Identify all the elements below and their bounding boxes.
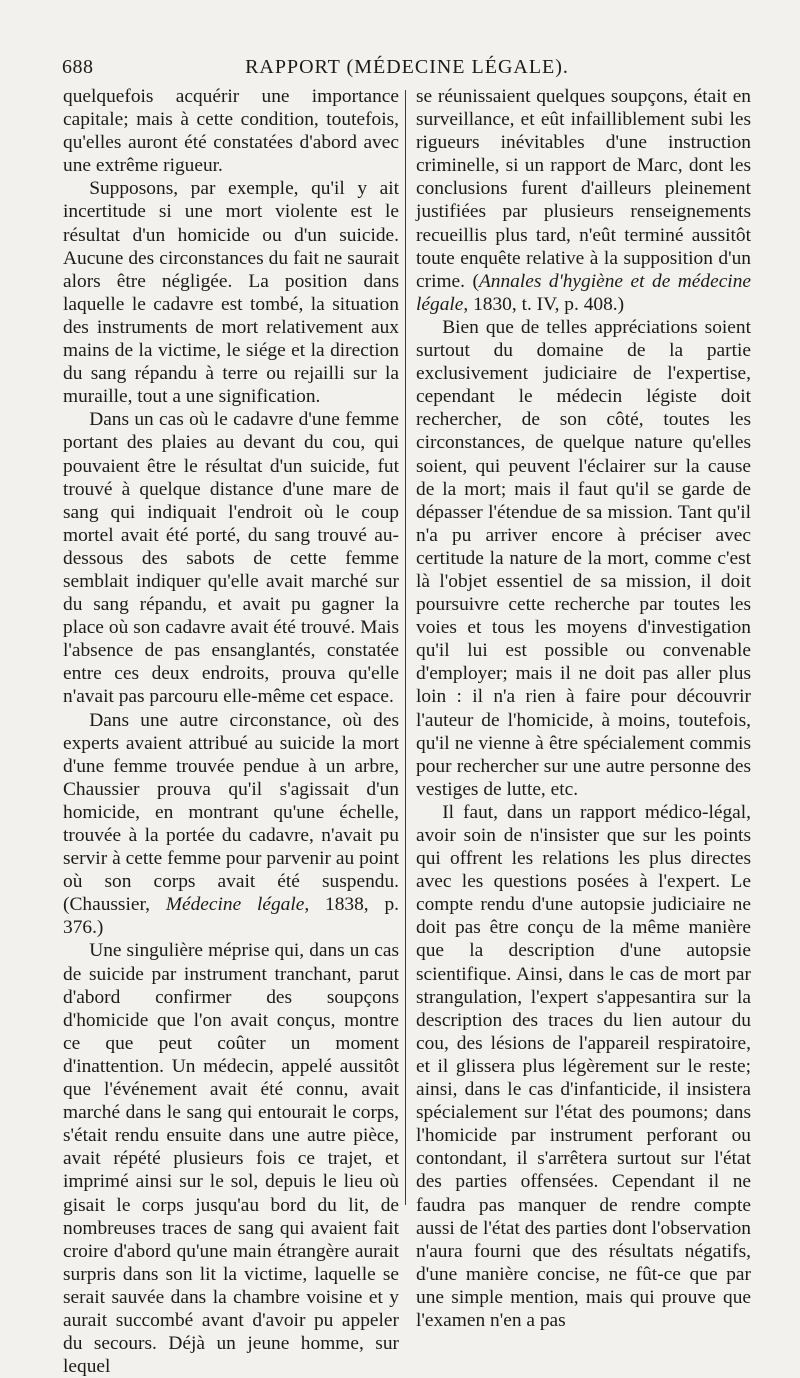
paragraph: quelquefois acquérir une importance capitale; mais à cette condition, toutefois, qu'elles auront été constatées d'abord avec une extrême rigueur.: [63, 86, 399, 177]
paragraph-text: Dans une autre circonstance, où des experts avaient attribué au suicide la mort d'une femme trouvée pendue à un arbre, Chaussier prouva qu'il s'agissait d'un homicide, en montrant qu'une échelle, trouvée à la portée du cadavre, n'avait pu servir à cette femme pour parvenir au point où son corps avait été suspendu. (Chaussier,: [63, 709, 399, 916]
paragraph: Dans un cas où le cadavre d'une femme portant des plaies au devant du cou, qui pouvaient être le résultat d'un suicide, fut trouvé à quelque distance d'une mare de sang qui indiquait l'endroit où le coup mortel avait été porté, du sang trouvé au-dessous des sabots de cette femme semblait indiquer qu'elle avait marché sur du sang répandu, et avait pu gagner la place où son cadavre avait été trouvé. Mais l'absence de pas ensanglantés, constatée entre ces deux endroits, prouva qu'elle n'avait pas parcouru elle-même cet espace.: [63, 409, 399, 708]
paragraph-text: se réunissaient quelques soupçons, était en surveillance, et eût infailliblement subi les rigueurs inévitables d'une instruction criminelle, si un rapport de Marc, dont les conclusions furent d'ailleurs pleinement justifiées par plusieurs renseignements recueillis plus tard, n'eût terminé aussitôt toute enquête relative à la supposition d'un crime. (: [416, 86, 751, 292]
citation-details: , 1830, t. IV, p. 408.): [463, 293, 625, 315]
running-title: RAPPORT (MÉDECINE LÉGALE).: [245, 56, 569, 78]
paragraph: Supposons, par exemple, qu'il y ait incertitude si une mort violente est le résultat d'un homicide ou d'un suicide. Aucune des circonstances du fait ne saurait alors être négligée. La position dans laquelle le cadavre est tombé, la situation des instruments de mort relativement aux mains de la victime, le siége et la direction du sang répandu à terre ou rejailli sur la muraille, tout a une signification.: [63, 178, 399, 408]
left-column: [63, 85, 399, 1378]
page-header: [62, 56, 752, 84]
right-column: [416, 85, 751, 1332]
citation-details: , 1838, p. 376.): [63, 894, 399, 939]
paragraph: [416, 85, 751, 316]
paragraph: Bien que de telles appréciations soient surtout du domaine de la partie exclusivement judiciaire de l'expertise, cependant le médecin légiste doit rechercher, de son côté, toutes les circonstances, de quelque nature qu'elles soient, qui peuvent l'éclairer sur la cause de la mort; mais il faut qu'il se garde de dépasser l'étendue de sa mission. Tant qu'il n'a pu arriver encore à préciser avec certitude la nature de la mort, comme c'est là l'objet essentiel de sa mission, il doit poursuivre cette recherche par toutes les voies et tous les moyens d'investigation qu'il lui est possible ou convenable d'employer; mais il ne doit pas aller plus loin : il n'a rien à faire pour découvrir l'auteur de l'homicide, à moins, toutefois, qu'il ne vienne à être spécialement commis pour rechercher sur une autre personne des vestiges de lutte, etc.: [416, 316, 751, 800]
paragraph: Il faut, dans un rapport médico-légal, avoir soin de n'insister que sur les points qui offrent les relations les plus directes avec les questions posées à l'expert. Le compte rendu d'une autopsie judiciaire ne doit pas être conçu de la même manière que la description d'une autopsie scientifique. Ainsi, dans le cas de mort par strangulation, l'expert s'appesantira sur la description des traces du lien autour du cou, des lésions de l'appareil respiratoire, et il glissera plus légèrement sur le reste; ainsi, dans le cas d'infanticide, il insistera spécialement sur l'état des poumons; dans l'homicide par instrument perforant ou contondant, il s'arrêtera surtout sur l'état des parties offensées. Cependant il ne faudra pas manquer de rendre compte aussi de l'état des parties dont l'observation n'aura fourni que des résultats négatifs, d'une manière concise, ne fût-ce que par une simple mention, mais qui prouve que l'examen n'en a pas: [416, 801, 751, 1331]
column-divider: [405, 90, 406, 1205]
paragraph: [63, 709, 399, 940]
citation-title: Annales d'hygiène et de médecine légale: [416, 270, 751, 315]
page-number: 688: [62, 56, 94, 78]
citation-title: Médecine légale: [165, 894, 305, 916]
paragraph: Une singulière méprise qui, dans un cas de suicide par instrument tranchant, parut d'abord confirmer des soupçons d'homicide que l'on avait conçus, montre ce que peut coûter un moment d'inattention. Un médecin, appelé aussitôt que l'événement avait été connu, avait marché dans le sang qui entourait le corps, s'était rendu ensuite dans une autre pièce, avait répété plusieurs fois ce trajet, et imprimé ainsi sur le sol, depuis le lieu où gisait le corps jusqu'au bord du lit, de nombreuses traces de sang qui avaient fait croire d'abord qu'une main étrangère aurait surpris dans son lit la victime, laquelle se serait sauvée dans la chambre voisine et y aurait succombé avant d'avoir pu appeler du secours. Déjà un jeune homme, sur lequel: [63, 940, 399, 1378]
